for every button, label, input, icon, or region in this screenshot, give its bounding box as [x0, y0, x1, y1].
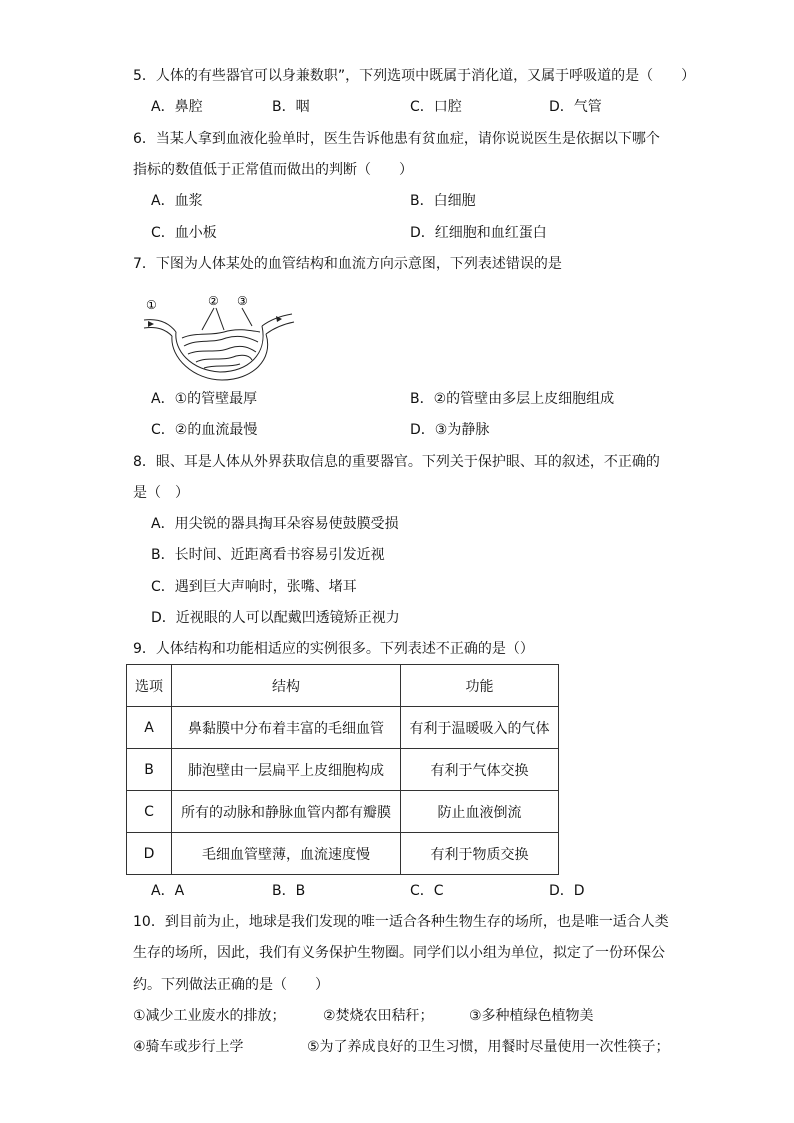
q9-option-a: A．A: [151, 883, 185, 899]
table-cell: D: [127, 833, 172, 875]
q10-stem-line3: 约。下列做法正确的是（ ）: [133, 977, 329, 993]
table-row: [127, 749, 559, 791]
q9-stem: 9．人体结构和功能相适应的实例很多。下列表述不正确的是（）: [133, 641, 534, 657]
table-header-row: [127, 665, 559, 707]
q10-stem-line2: 生存的场所，因此，我们有义务保护生物圈。同学们以小组为单位，拟定了一份环保公: [133, 945, 665, 961]
q6-option-b: B．白细胞: [410, 193, 476, 209]
q5-option-a: A．鼻腔: [151, 99, 203, 115]
table-cell: 肺泡壁由一层扁平上皮细胞构成: [172, 749, 401, 791]
q7-option-d: D．③为静脉: [410, 422, 490, 438]
q7-option-b: B．②的管壁由多层上皮细胞组成: [410, 391, 615, 407]
table-cell: 有利于温暖吸入的气体: [401, 707, 559, 749]
table-cell: 防止血液倒流: [401, 791, 559, 833]
table-cell: 鼻黏膜中分布着丰富的毛细血管: [172, 707, 401, 749]
table-cell: 有利于气体交换: [401, 749, 559, 791]
q7-stem: 7．下图为人体某处的血管结构和血流方向示意图，下列表述错误的是: [133, 256, 562, 272]
q6-option-d: D．红细胞和血红蛋白: [410, 225, 547, 241]
table-row: [127, 707, 559, 749]
q5-stem: 5．人体的有些器官可以身兼数职”，下列选项中既属于消化道，又属于呼吸道的是（ ）: [133, 68, 696, 84]
q10-item-3: ③多种植绿色植物美: [469, 1008, 594, 1024]
table-cell: B: [127, 749, 172, 791]
flow-arrows: [148, 316, 282, 327]
q8-stem-line1: 8．眼、耳是人体从外界获取信息的重要器官。下列关于保护眼、耳的叙述，不正确的: [133, 454, 660, 470]
q8-option-a: A．用尖锐的器具掏耳朵容易使鼓膜受损: [151, 516, 399, 532]
q8-stem-line2: 是（ ）: [133, 485, 189, 501]
figure-label-2: ②: [208, 294, 219, 308]
q6-option-a: A．血浆: [151, 193, 203, 209]
table-header: 功能: [401, 665, 559, 707]
table-row: [127, 791, 559, 833]
q9-table: [126, 664, 559, 875]
q10-item-4: ④骑车或步行上学: [133, 1039, 244, 1055]
q5-option-d: D．气管: [549, 99, 602, 115]
q6-stem-line2: 指标的数值低于正常值而做出的判断（ ）: [133, 162, 413, 178]
q7-option-a: A．①的管壁最厚: [151, 391, 258, 407]
q9-option-b: B．B: [272, 883, 306, 899]
q9-option-d: D．D: [549, 883, 585, 899]
vessel-drawing: [144, 308, 294, 380]
q7-option-c: C．②的血流最慢: [151, 422, 258, 438]
q10-item-1: ①减少工业废水的排放；: [133, 1008, 286, 1024]
table-cell: 毛细血管壁薄，血流速度慢: [172, 833, 401, 875]
table-cell: 有利于物质交换: [401, 833, 559, 875]
q8-option-d: D．近视眼的人可以配戴凹透镜矫正视力: [151, 610, 400, 626]
q8-option-b: B．长时间、近距离看书容易引发近视: [151, 547, 385, 563]
q8-option-c: C．遇到巨大声响时，张嘴、堵耳: [151, 579, 357, 595]
q10-item-5: ⑤为了养成良好的卫生习惯，用餐时尽量使用一次性筷子；: [307, 1039, 670, 1055]
table-row: [127, 833, 559, 875]
table-cell: A: [127, 707, 172, 749]
q5-option-b: B．咽: [272, 99, 310, 115]
figure-label-3: ③: [237, 294, 248, 308]
blood-vessel-diagram: [140, 292, 300, 384]
q6-stem-line1: 6．当某人拿到血液化验单时，医生告诉他患有贫血症，请你说说医生是依据以下哪个: [133, 131, 660, 147]
q9-option-c: C．C: [410, 883, 444, 899]
q10-stem-line1: 10．到目前为止，地球是我们发现的唯一适合各种生物生存的场所，也是唯一适合人类: [133, 914, 669, 930]
table-cell: C: [127, 791, 172, 833]
table-cell: 所有的动脉和静脉血管内都有瓣膜: [172, 791, 401, 833]
q10-item-2: ②焚烧农田秸秆；: [323, 1008, 434, 1024]
table-header: 选项: [127, 665, 172, 707]
figure-label-1: ①: [146, 298, 157, 312]
q6-option-c: C．血小板: [151, 225, 217, 241]
table-header: 结构: [172, 665, 401, 707]
q5-option-c: C．口腔: [410, 99, 462, 115]
